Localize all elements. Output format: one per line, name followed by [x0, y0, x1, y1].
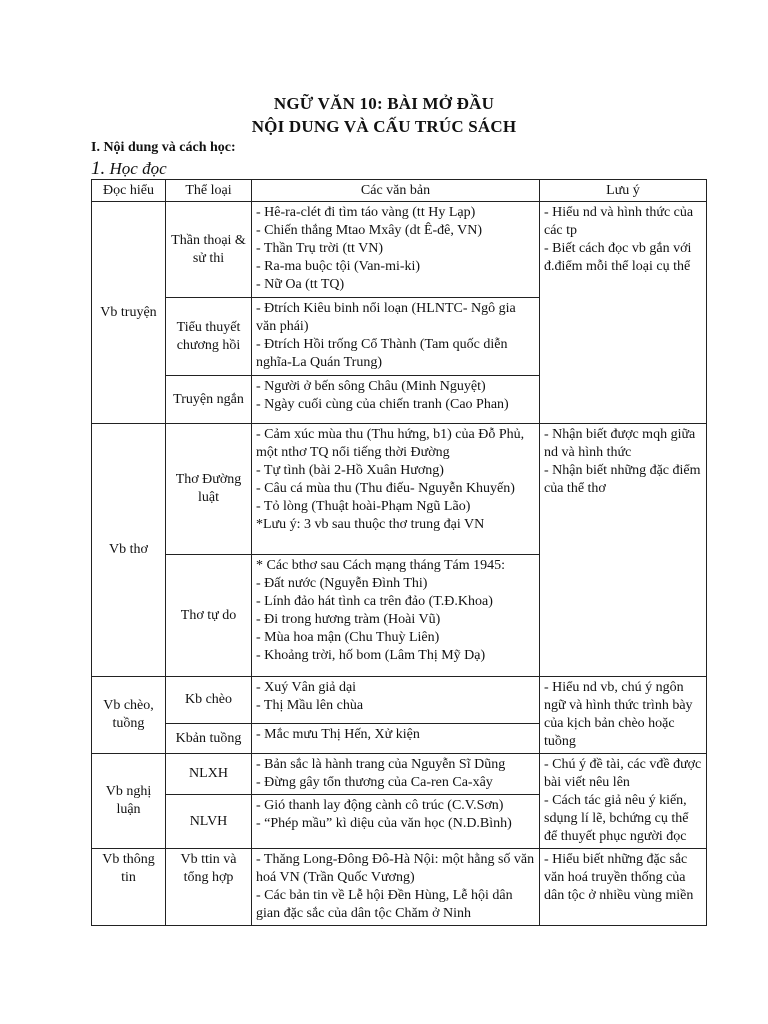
group-note	[540, 677, 707, 754]
group-name: Vb nghị luận	[92, 754, 166, 849]
text-item: - Mắc mưu Thị Hến, Xử kiện	[256, 727, 420, 743]
text-item: - Nữ Oa (tt TQ)	[256, 277, 345, 292]
genre-texts	[252, 677, 540, 724]
text-item: - Bản sắc là hành trang của Nguyễn Sĩ Dũng	[256, 757, 506, 772]
text-item: - Các bản tin về Lễ hội Đền Hùng, Lễ hội dân gian đặc sắc của dân tộc Chăm ở Ninh	[256, 888, 513, 921]
group-name: Vb truyện	[92, 202, 166, 424]
text-item: - Tỏ lòng (Thuật hoài-Phạm Ngũ Lão)	[256, 499, 471, 514]
genre-name: Thơ tự do	[166, 555, 252, 677]
text-item: - Thăng Long-Đông Đô-Hà Nội: một hằng số văn hoá VN (Trần Quốc Vương)	[256, 852, 535, 885]
genre-name: NLXH	[166, 754, 252, 795]
genre-texts	[252, 795, 540, 849]
table-row	[92, 677, 707, 724]
genre-texts	[252, 724, 540, 754]
group-name: Vb chèo, tuồng	[92, 677, 166, 754]
genre-name: NLVH	[166, 795, 252, 849]
note-item: - Biết cách đọc vb gắn với đ.điểm mỗi thể loại cụ thể	[544, 241, 692, 274]
header-the-loai: Thể loại	[166, 180, 252, 202]
text-item: - Đi trong hương tràm (Hoài Vũ)	[256, 612, 441, 627]
group-note	[540, 754, 707, 849]
doc-title-line-2: NỘI DUNG VÀ CẤU TRÚC SÁCH	[251, 117, 517, 136]
header-luu-y: Lưu ý	[540, 180, 707, 202]
genre-texts	[252, 298, 540, 376]
genre-texts	[252, 754, 540, 795]
genre-name: Vb ttin và tổng hợp	[166, 849, 252, 926]
header-doc-hieu: Đọc hiểu	[92, 180, 166, 202]
section-heading: I. Nội dung và cách học:	[91, 140, 236, 155]
text-item: - Đtrích Hồi trống Cổ Thành (Tam quốc diễn nghĩa-La Quán Trung)	[256, 337, 508, 370]
text-item: *Lưu ý: 3 vb sau thuộc thơ trung đại VN	[256, 517, 485, 532]
note-item: - Nhận biết được mqh giữa nd và hình thức	[544, 427, 696, 460]
subsection-number: 1.	[91, 158, 106, 179]
genre-name: Thần thoại & sử thi	[166, 202, 252, 298]
note-item: - Chú ý đề tài, các vđề được bài viết nêu lên	[544, 757, 702, 790]
text-item: - Đất nước (Nguyễn Đình Thi)	[256, 576, 428, 591]
note-item: - Hiểu nd và hình thức của các tp	[544, 205, 694, 238]
note-item: - Hiểu nd vb, chú ý ngôn ngữ và hình thức trình bày của kịch bản chèo hoặc tuồng	[544, 680, 693, 749]
text-item: - Xuý Vân giả dại	[256, 680, 357, 695]
text-item: - “Phép mầu” kì diệu của văn học (N.D.Bình)	[256, 816, 512, 831]
genre-name: Kbản tuồng	[166, 724, 252, 754]
genre-name: Truyện ngắn	[166, 376, 252, 424]
text-item: - Ra-ma buộc tội (Van-mi-ki)	[256, 259, 421, 274]
genre-texts	[252, 202, 540, 298]
text-item: - Thị Mầu lên chùa	[256, 698, 364, 713]
text-item: - Người ở bến sông Châu (Minh Nguyệt)	[256, 379, 486, 394]
text-item: - Đtrích Kiêu binh nổi loạn (HLNTC- Ngô gia văn phái)	[256, 301, 516, 334]
table-row	[92, 849, 707, 926]
reading-table	[91, 179, 707, 926]
text-item: - Khoảng trời, hố bom (Lâm Thị Mỹ Dạ)	[256, 648, 486, 663]
subsection-label: Học đọc	[109, 159, 167, 178]
text-item: - Đừng gây tổn thương của Ca-ren Ca-xây	[256, 775, 493, 790]
genre-texts	[252, 849, 540, 926]
table-row	[92, 424, 707, 555]
text-item: - Ngày cuối cùng của chiến tranh (Cao Phan)	[256, 397, 509, 412]
table-row	[92, 754, 707, 795]
text-item: - Lính đảo hát tình ca trên đảo (T.Đ.Khoa)	[256, 594, 493, 609]
table-row	[92, 202, 707, 298]
text-item: - Tự tình (bài 2-Hồ Xuân Hương)	[256, 463, 444, 478]
text-item: - Cảm xúc mùa thu (Thu hứng, b1) của Đỗ Phủ, một nthơ TQ nổi tiếng thời Đường	[256, 427, 525, 460]
group-note	[540, 849, 707, 926]
genre-texts	[252, 424, 540, 555]
group-name: Vb thông tin	[92, 849, 166, 926]
text-item: - Mùa hoa mận (Chu Thuỳ Liên)	[256, 630, 440, 645]
header-cac-van-ban: Các văn bản	[252, 180, 540, 202]
note-item: - Hiểu biết những đặc sắc văn hoá truyền thống của dân tộc ở nhiều vùng miền	[544, 852, 694, 903]
genre-texts	[252, 376, 540, 424]
text-item: - Câu cá mùa thu (Thu điếu- Nguyễn Khuyến)	[256, 481, 515, 496]
genre-texts	[252, 555, 540, 677]
group-note	[540, 424, 707, 677]
group-name: Vb thơ	[92, 424, 166, 677]
genre-name: Thơ Đường luật	[166, 424, 252, 555]
text-item: - Hê-ra-clét đi tìm táo vàng (tt Hy Lạp)	[256, 205, 476, 220]
subsection-heading	[91, 158, 167, 180]
genre-name: Kb chèo	[166, 677, 252, 724]
note-item: - Nhận biết những đặc điểm của thể thơ	[544, 463, 701, 496]
table-header-row	[92, 180, 707, 202]
text-item: - Thần Trụ trời (tt VN)	[256, 241, 384, 256]
note-item: - Cách tác giả nêu ý kiến, sdụng lí lẽ, bchứng cụ thể để thuyết phục người đọc	[544, 793, 689, 844]
text-item: - Chiến thắng Mtao Mxây (dt Ê-đê, VN)	[256, 223, 483, 238]
group-note	[540, 202, 707, 424]
genre-name: Tiểu thuyết chương hồi	[166, 298, 252, 376]
text-item: * Các bthơ sau Cách mạng tháng Tám 1945:	[256, 558, 505, 573]
doc-title-line-1: NGỮ VĂN 10: BÀI MỞ ĐẦU	[273, 94, 495, 113]
text-item: - Gió thanh lay động cành cô trúc (C.V.Sơn)	[256, 798, 504, 813]
